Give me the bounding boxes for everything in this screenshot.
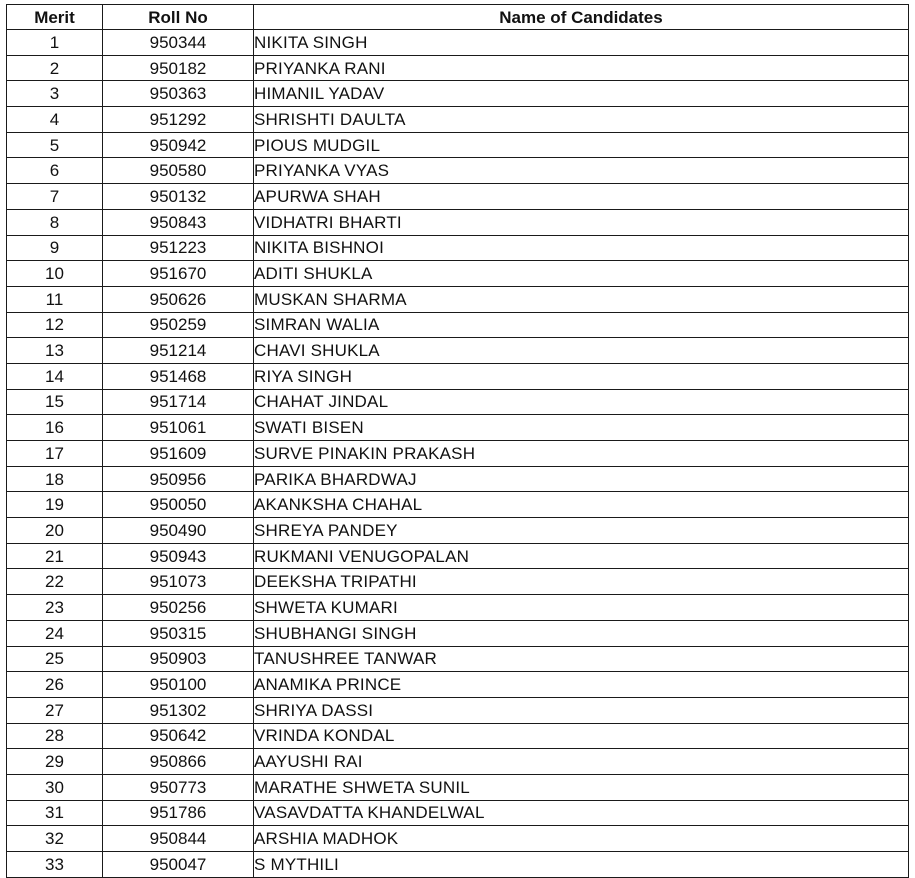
candidate-name-cell: AKANKSHA CHAHAL (254, 492, 909, 518)
roll-no-cell: 950773 (103, 774, 254, 800)
table-row (7, 774, 909, 800)
candidate-name-cell: RIYA SINGH (254, 363, 909, 389)
merit-cell: 17 (7, 441, 103, 467)
merit-cell: 2 (7, 55, 103, 81)
roll-no-cell: 950490 (103, 518, 254, 544)
table-row (7, 158, 909, 184)
merit-cell: 20 (7, 518, 103, 544)
candidate-name-cell: VRINDA KONDAL (254, 723, 909, 749)
table-row (7, 749, 909, 775)
candidate-name-cell: APURWA SHAH (254, 184, 909, 210)
candidate-name-cell: MARATHE SHWETA SUNIL (254, 774, 909, 800)
candidate-name-cell: TANUSHREE TANWAR (254, 646, 909, 672)
merit-cell: 31 (7, 800, 103, 826)
roll-no-cell: 951786 (103, 800, 254, 826)
table-row (7, 30, 909, 56)
candidate-name-cell: NIKITA SINGH (254, 30, 909, 56)
roll-no-cell: 950182 (103, 55, 254, 81)
table-row (7, 492, 909, 518)
merit-cell: 19 (7, 492, 103, 518)
table-row (7, 441, 909, 467)
candidate-name-cell: NIKITA BISHNOI (254, 235, 909, 261)
merit-cell: 25 (7, 646, 103, 672)
merit-column-header: Merit (7, 5, 103, 30)
roll-no-column-header: Roll No (103, 5, 254, 30)
merit-cell: 16 (7, 415, 103, 441)
table-row (7, 518, 909, 544)
table-row (7, 235, 909, 261)
candidate-name-cell: ARSHIA MADHOK (254, 826, 909, 852)
table-row (7, 363, 909, 389)
merit-cell: 9 (7, 235, 103, 261)
roll-no-cell: 951302 (103, 697, 254, 723)
candidate-name-cell: SHWETA KUMARI (254, 595, 909, 621)
table-row (7, 595, 909, 621)
candidate-name-cell: RUKMANI VENUGOPALAN (254, 543, 909, 569)
merit-cell: 5 (7, 132, 103, 158)
roll-no-cell: 951073 (103, 569, 254, 595)
candidate-name-cell: ANAMIKA PRINCE (254, 672, 909, 698)
roll-no-cell: 950642 (103, 723, 254, 749)
roll-no-cell: 951468 (103, 363, 254, 389)
roll-no-cell: 950903 (103, 646, 254, 672)
table-row (7, 286, 909, 312)
table-row (7, 620, 909, 646)
table-row (7, 723, 909, 749)
roll-no-cell: 951223 (103, 235, 254, 261)
candidate-name-cell: PRIYANKA VYAS (254, 158, 909, 184)
merit-cell: 27 (7, 697, 103, 723)
merit-cell: 6 (7, 158, 103, 184)
table-row (7, 209, 909, 235)
table-row (7, 466, 909, 492)
table-row (7, 312, 909, 338)
merit-cell: 14 (7, 363, 103, 389)
table-row (7, 81, 909, 107)
candidate-name-cell: VASAVDATTA KHANDELWAL (254, 800, 909, 826)
candidate-name-cell: SIMRAN WALIA (254, 312, 909, 338)
candidate-name-cell: ADITI SHUKLA (254, 261, 909, 287)
table-row (7, 415, 909, 441)
merit-cell: 10 (7, 261, 103, 287)
table-row (7, 826, 909, 852)
candidate-name-cell: MUSKAN SHARMA (254, 286, 909, 312)
candidate-name-cell: PARIKA BHARDWAJ (254, 466, 909, 492)
roll-no-cell: 950580 (103, 158, 254, 184)
table-row (7, 107, 909, 133)
roll-no-cell: 950844 (103, 826, 254, 852)
merit-cell: 3 (7, 81, 103, 107)
roll-no-cell: 950626 (103, 286, 254, 312)
roll-no-cell: 951609 (103, 441, 254, 467)
table-row (7, 543, 909, 569)
table-row (7, 569, 909, 595)
table-row (7, 132, 909, 158)
roll-no-cell: 950843 (103, 209, 254, 235)
roll-no-cell: 950344 (103, 30, 254, 56)
candidate-name-cell: DEEKSHA TRIPATHI (254, 569, 909, 595)
merit-cell: 7 (7, 184, 103, 210)
roll-no-cell: 950866 (103, 749, 254, 775)
candidate-name-cell: SHUBHANGI SINGH (254, 620, 909, 646)
table-row (7, 672, 909, 698)
roll-no-cell: 950100 (103, 672, 254, 698)
table-row (7, 55, 909, 81)
roll-no-cell: 951292 (103, 107, 254, 133)
table-row (7, 800, 909, 826)
roll-no-cell: 951214 (103, 338, 254, 364)
merit-cell: 29 (7, 749, 103, 775)
table-row (7, 338, 909, 364)
merit-cell: 8 (7, 209, 103, 235)
merit-cell: 28 (7, 723, 103, 749)
roll-no-cell: 950943 (103, 543, 254, 569)
roll-no-cell: 951061 (103, 415, 254, 441)
table-row (7, 697, 909, 723)
table-row (7, 261, 909, 287)
merit-cell: 13 (7, 338, 103, 364)
header-row (7, 5, 909, 30)
roll-no-cell: 950047 (103, 852, 254, 878)
merit-cell: 18 (7, 466, 103, 492)
candidate-name-cell: VIDHATRI BHARTI (254, 209, 909, 235)
candidate-name-cell: PRIYANKA RANI (254, 55, 909, 81)
merit-cell: 12 (7, 312, 103, 338)
roll-no-cell: 950315 (103, 620, 254, 646)
table-row (7, 852, 909, 878)
merit-cell: 30 (7, 774, 103, 800)
table-body (7, 30, 909, 878)
merit-cell: 33 (7, 852, 103, 878)
candidate-name-cell: SHRISHTI DAULTA (254, 107, 909, 133)
merit-cell: 4 (7, 107, 103, 133)
merit-cell: 23 (7, 595, 103, 621)
candidate-name-cell: CHAVI SHUKLA (254, 338, 909, 364)
candidate-name-cell: S MYTHILI (254, 852, 909, 878)
merit-list-table (6, 4, 909, 878)
roll-no-cell: 950050 (103, 492, 254, 518)
roll-no-cell: 951714 (103, 389, 254, 415)
roll-no-cell: 950363 (103, 81, 254, 107)
merit-cell: 32 (7, 826, 103, 852)
candidate-name-cell: SHREYA PANDEY (254, 518, 909, 544)
name-column-header: Name of Candidates (254, 5, 909, 30)
candidate-name-cell: AAYUSHI RAI (254, 749, 909, 775)
merit-cell: 22 (7, 569, 103, 595)
candidate-name-cell: PIOUS MUDGIL (254, 132, 909, 158)
merit-cell: 15 (7, 389, 103, 415)
merit-cell: 26 (7, 672, 103, 698)
roll-no-cell: 950956 (103, 466, 254, 492)
candidate-name-cell: HIMANIL YADAV (254, 81, 909, 107)
table-row (7, 646, 909, 672)
candidate-name-cell: CHAHAT JINDAL (254, 389, 909, 415)
table-row (7, 184, 909, 210)
roll-no-cell: 950942 (103, 132, 254, 158)
merit-cell: 21 (7, 543, 103, 569)
table-header (7, 5, 909, 30)
merit-list-sheet (6, 4, 908, 878)
merit-cell: 11 (7, 286, 103, 312)
candidate-name-cell: SWATI BISEN (254, 415, 909, 441)
table-row (7, 389, 909, 415)
merit-cell: 24 (7, 620, 103, 646)
merit-cell: 1 (7, 30, 103, 56)
candidate-name-cell: SURVE PINAKIN PRAKASH (254, 441, 909, 467)
roll-no-cell: 950256 (103, 595, 254, 621)
candidate-name-cell: SHRIYA DASSI (254, 697, 909, 723)
roll-no-cell: 950259 (103, 312, 254, 338)
roll-no-cell: 951670 (103, 261, 254, 287)
roll-no-cell: 950132 (103, 184, 254, 210)
